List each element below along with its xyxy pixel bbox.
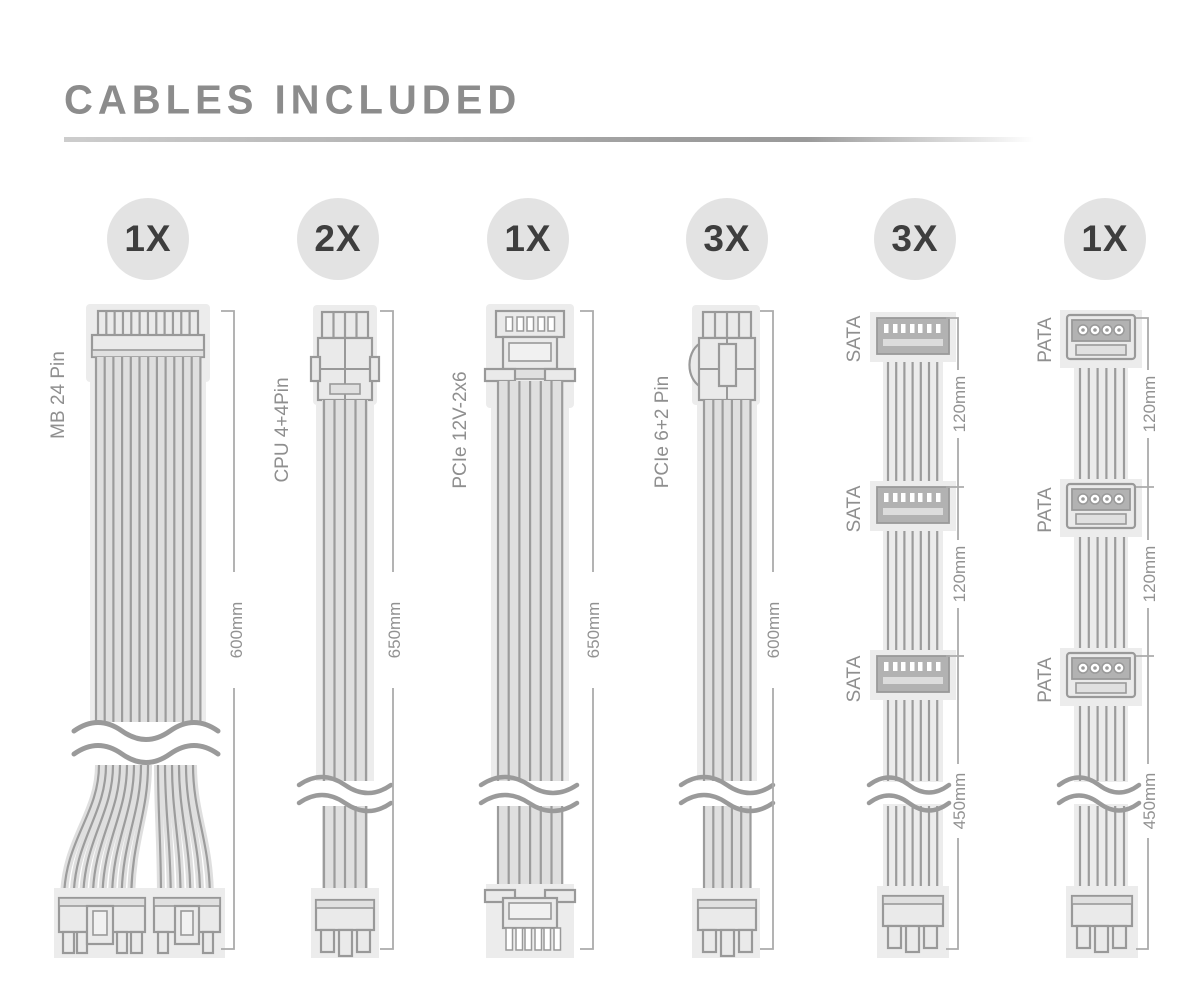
length-label-sata-3: 450mm bbox=[950, 772, 969, 830]
cable-label-sata-3: SATA bbox=[844, 655, 865, 703]
length-label-cpu: 650mm bbox=[385, 601, 404, 659]
badge-qty-label: 1X bbox=[1081, 218, 1129, 259]
pata-connector-3 bbox=[1060, 648, 1142, 706]
cable-label-pata-2: PATA bbox=[1035, 487, 1056, 533]
cable-mb-24pin-graphic bbox=[54, 304, 234, 958]
break-wave-icon bbox=[74, 723, 218, 763]
break-wave-icon bbox=[299, 777, 391, 811]
mb24-top-connector bbox=[92, 311, 204, 357]
cable-label-pcie12v: PCIe 12V-2x6 bbox=[450, 371, 471, 489]
badge-qty-label: 1X bbox=[504, 218, 552, 259]
length-label-pata-2: 120mm bbox=[1140, 545, 1159, 603]
badge-qty-label: 3X bbox=[891, 218, 939, 259]
pata-connector-2 bbox=[1060, 479, 1142, 537]
cable-label-mb24pin: MB 24 Pin bbox=[48, 351, 69, 439]
cable-pcie-12v2x6-graphic bbox=[481, 304, 593, 958]
length-label-pata-1: 120mm bbox=[1140, 375, 1159, 433]
page-title: CABLES INCLUDED bbox=[64, 77, 522, 123]
badge-qty-label: 1X bbox=[124, 218, 172, 259]
pata-psu-connector bbox=[1066, 886, 1138, 958]
pcie6p2-bottom-connector bbox=[692, 888, 760, 958]
pata-connector-1 bbox=[1060, 310, 1142, 368]
break-wave-icon bbox=[681, 777, 773, 811]
sata-connector-3 bbox=[870, 650, 956, 700]
cable-label-pata-1: PATA bbox=[1035, 317, 1056, 363]
length-label-sata-2: 120mm bbox=[950, 545, 969, 603]
length-label-pata-3: 450mm bbox=[1140, 772, 1159, 830]
cable-label-sata-1: SATA bbox=[844, 315, 865, 363]
cable-label-sata-2: SATA bbox=[844, 485, 865, 533]
length-label-pcie12v: 650mm bbox=[584, 601, 603, 659]
cable-pcie-6plus2pin-graphic bbox=[681, 305, 773, 958]
cable-label-pata-3: PATA bbox=[1035, 657, 1056, 703]
sata-psu-connector bbox=[877, 886, 949, 958]
cable-label-pcie6p2: PCIe 6+2 Pin bbox=[652, 375, 673, 489]
length-label-mb24pin: 600mm bbox=[227, 601, 246, 659]
cable-label-cpu: CPU 4+4Pin bbox=[272, 377, 293, 483]
break-wave-icon bbox=[481, 777, 577, 811]
sata-connector-2 bbox=[870, 481, 956, 531]
cable-cpu-4plus4pin-graphic bbox=[299, 305, 393, 958]
badge-qty-label: 3X bbox=[703, 218, 751, 259]
cpu-top-connector bbox=[311, 312, 379, 400]
length-label-sata-1: 120mm bbox=[950, 375, 969, 433]
length-label-pcie6p2: 600mm bbox=[764, 601, 783, 659]
mb24-bottom-connector-right bbox=[149, 888, 225, 958]
badge-qty-label: 2X bbox=[314, 218, 362, 259]
cpu-bottom-connector bbox=[311, 888, 379, 958]
pcie12v-bottom-connector bbox=[485, 884, 575, 958]
mb24-bottom-connector-left bbox=[54, 888, 150, 958]
sata-connector-1 bbox=[870, 312, 956, 362]
